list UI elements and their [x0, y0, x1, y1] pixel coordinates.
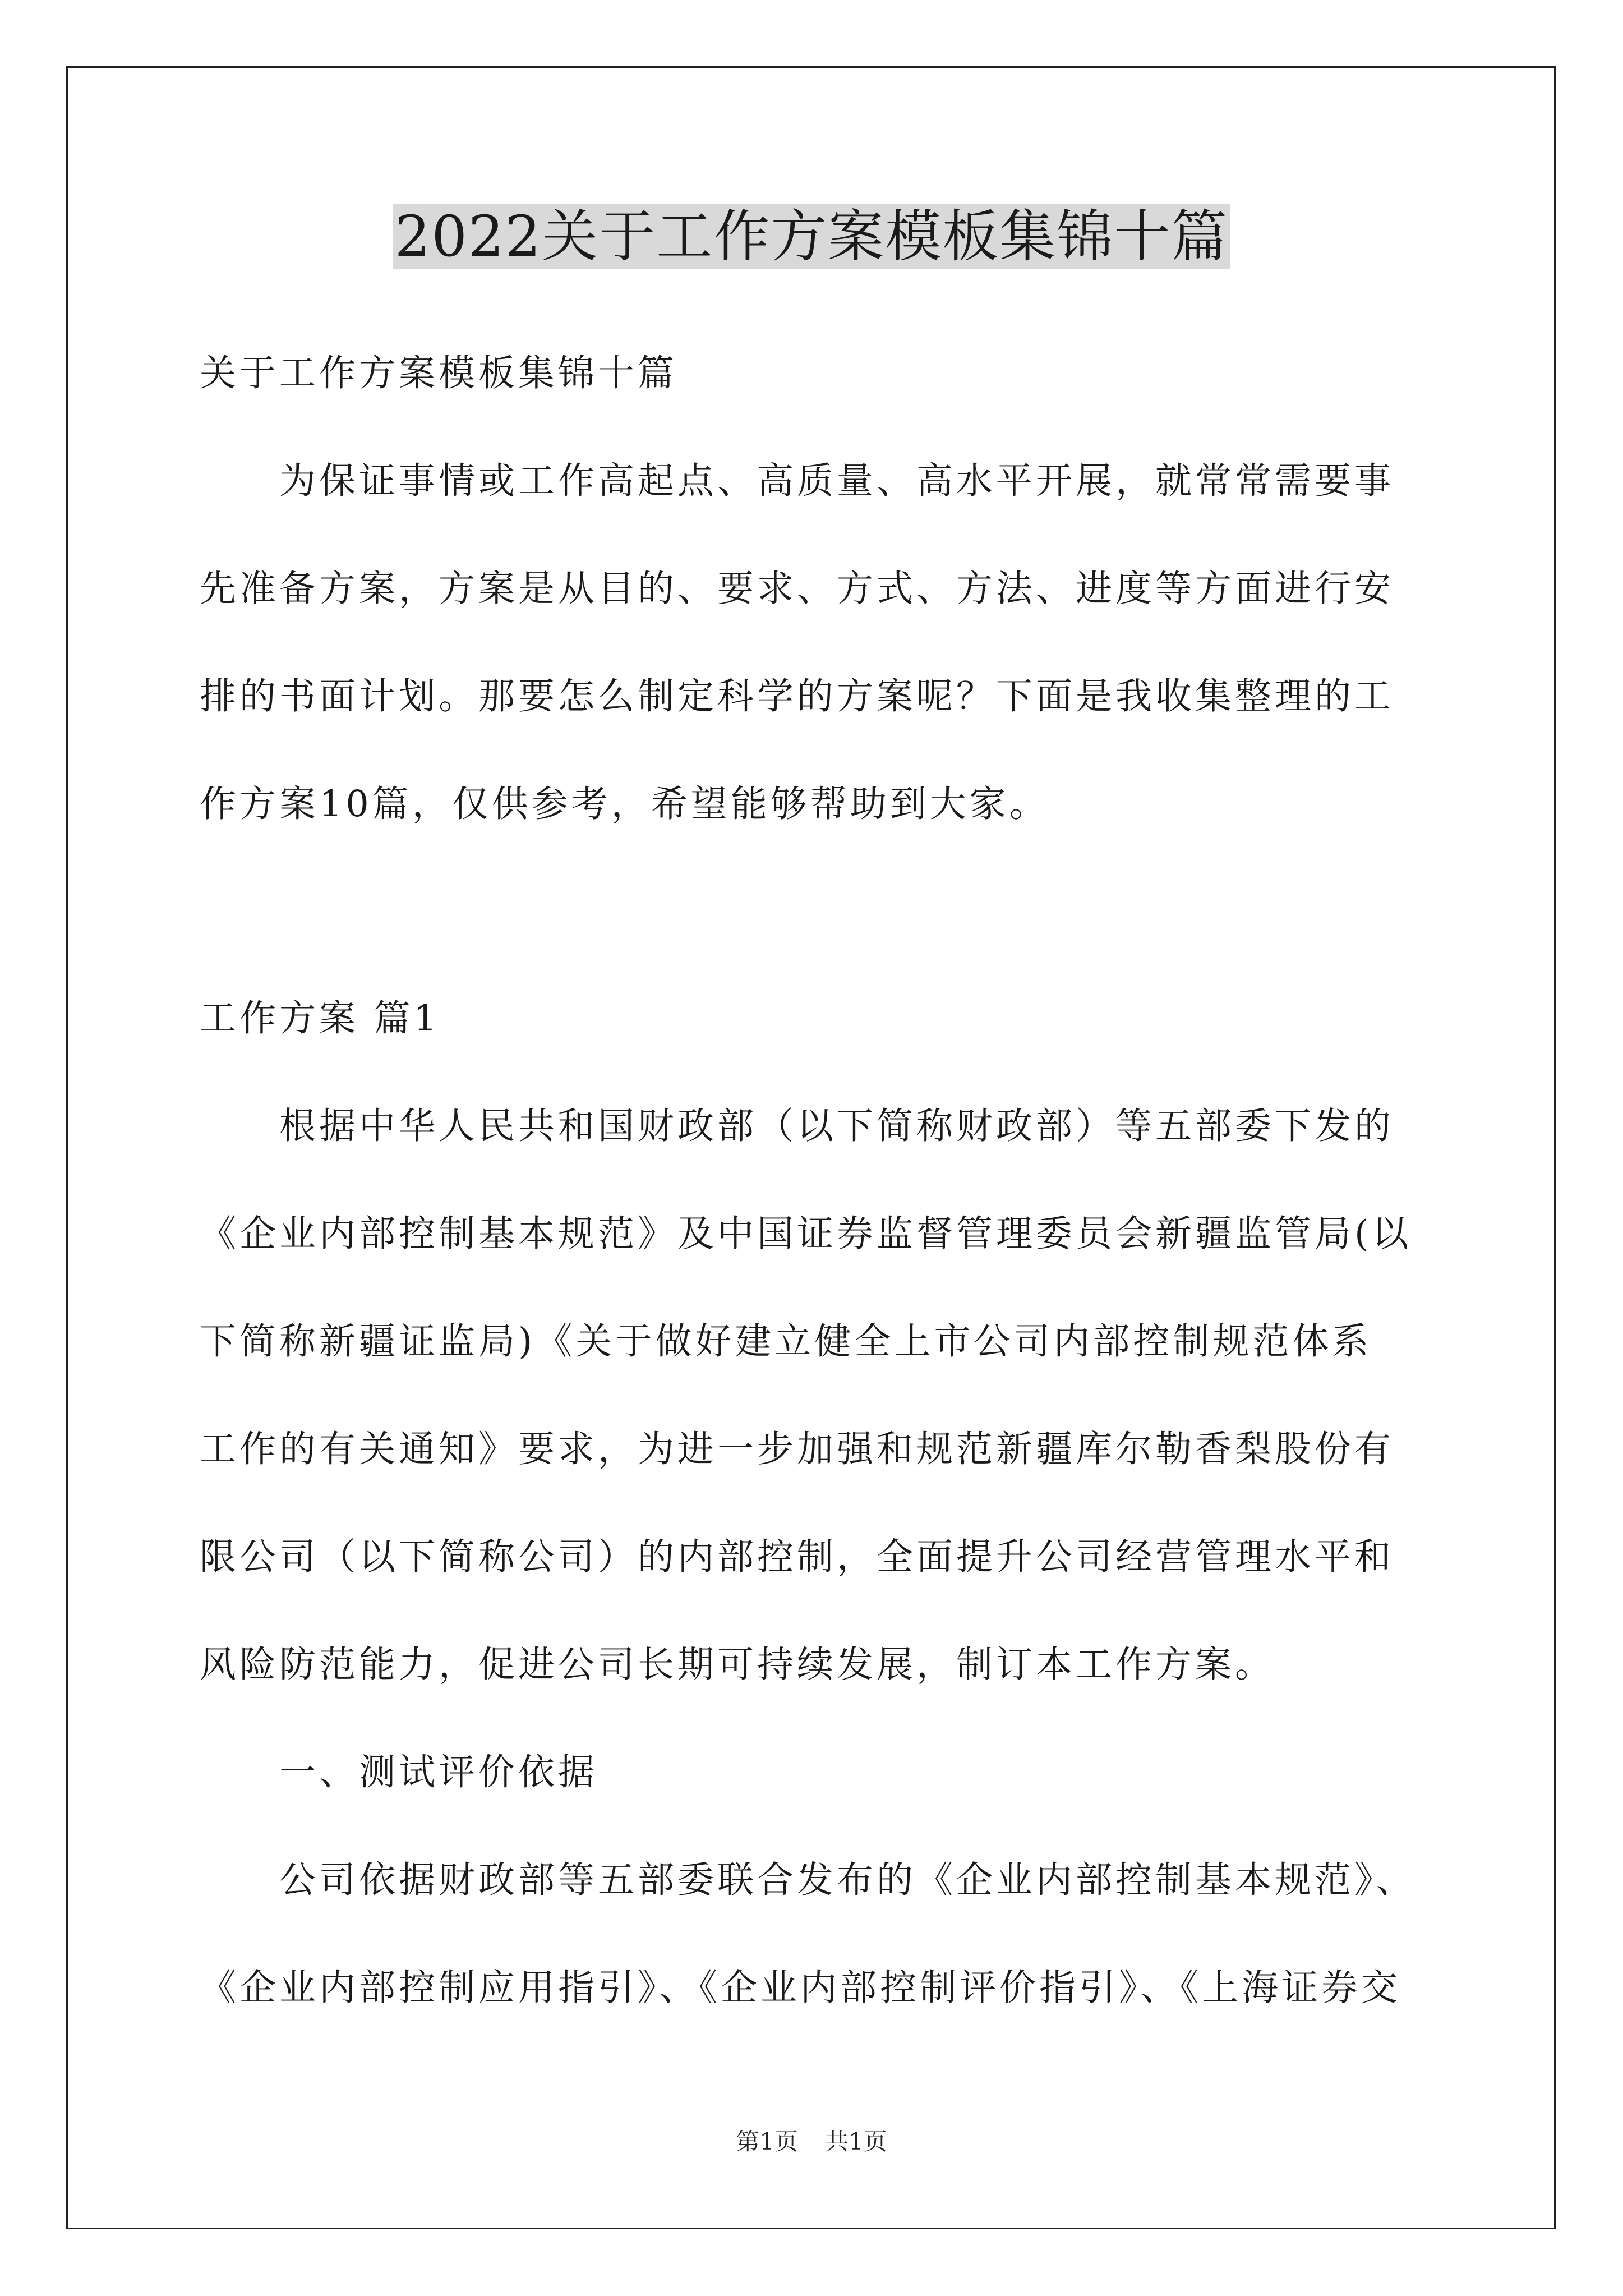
section-line: 风险防范能力，促进公司长期可持续发展，制订本工作方案。 — [200, 1644, 1275, 1686]
section-line: 根据中华人民共和国财政部（以下简称财政部）等五部委下发的 — [200, 1105, 1395, 1147]
subsection-heading — [200, 1746, 1433, 1800]
subsection-line: 《企业内部控制应用指引》、《企业内部控制评价指引》、《上海证券交 — [200, 1967, 1401, 2009]
intro-line: 为保证事情或工作高起点、高质量、高水平开展，就常常需要事 — [200, 460, 1395, 502]
subsection-line: 公司依据财政部等五部委联合发布的《企业内部控制基本规范》、 — [200, 1859, 1416, 1901]
section-paragraph — [200, 1099, 1433, 1692]
subsection-paragraph — [200, 1853, 1433, 2015]
intro-line: 排的书面计划。那要怎么制定科学的方案呢？下面是我收集整理的工 — [200, 675, 1395, 717]
document-title — [0, 197, 1623, 276]
page-total: 共1页 — [825, 2128, 887, 2155]
intro-line: 作方案10篇，仅供参考，希望能够帮助到大家。 — [200, 783, 1049, 825]
intro-line: 先准备方案，方案是从目的、要求、方式、方法、进度等方面进行安 — [200, 568, 1395, 610]
intro-paragraph — [200, 454, 1433, 831]
subsection-heading-text: 一、测试评价依据 — [200, 1751, 598, 1793]
document-title-text: 2022关于工作方案模板集锦十篇 — [393, 204, 1231, 269]
section-line: 限公司（以下简称公司）的内部控制，全面提升公司经营管理水平和 — [200, 1536, 1395, 1578]
section-line: 工作的有关通知》要求，为进一步加强和规范新疆库尔勒香梨股份有 — [200, 1428, 1395, 1470]
page-footer — [0, 2125, 1623, 2159]
section-line: 下简称新疆证监局)《关于做好建立健全上市公司内部控制规范体系 — [200, 1320, 1372, 1363]
section-heading — [200, 992, 1433, 1046]
page-number: 第1页 — [736, 2128, 798, 2155]
section-line: 《企业内部控制基本规范》及中国证券监督管理委员会新疆监管局(以 — [200, 1213, 1412, 1255]
section-heading-text: 工作方案 篇1 — [200, 997, 441, 1039]
subtitle — [200, 347, 1433, 401]
subtitle-text: 关于工作方案模板集锦十篇 — [200, 352, 678, 394]
